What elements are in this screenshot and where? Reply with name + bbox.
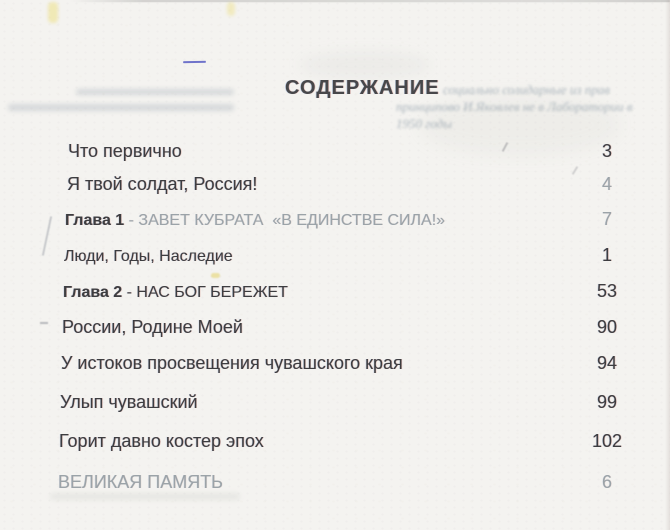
page-title: СОДЕРЖАНИЕ bbox=[285, 77, 440, 99]
toc-entry-label: Я твой солдат, Россия! bbox=[67, 174, 258, 194]
scan-smudge bbox=[50, 493, 240, 500]
toc-entry bbox=[68, 141, 630, 162]
stray-dash-mark bbox=[40, 322, 48, 324]
toc-entry bbox=[62, 317, 630, 338]
bleedthrough-text: принципово И.Яковлев не в Лаборатории в bbox=[396, 99, 633, 114]
toc-entry-page: 94 bbox=[596, 353, 618, 373]
toc-entry-label: ВЕЛИКАЯ ПАМЯТЬ bbox=[58, 472, 223, 492]
toc-chapter-title: ЗАВЕТ КУБРАТА «В ЕДИНСТВЕ СИЛА!» bbox=[138, 212, 446, 229]
toc-entry-page: 6 bbox=[601, 472, 612, 492]
toc-entry-label: Улып чувашский bbox=[60, 392, 198, 412]
yellow-fleck bbox=[227, 2, 235, 16]
toc-entry bbox=[60, 392, 630, 413]
toc-entry-page: 53 bbox=[596, 281, 618, 301]
yellow-fleck bbox=[48, 2, 58, 23]
toc-entry-label bbox=[65, 212, 584, 230]
toc-entry-page: 3 bbox=[601, 141, 612, 161]
toc-entry-label bbox=[63, 284, 584, 302]
toc-entry-page: 102 bbox=[591, 431, 623, 451]
bleedthrough-text: 1950 годы bbox=[396, 116, 453, 131]
toc-entry-label: Люди, Годы, Наследие bbox=[64, 248, 233, 265]
scan-crease-line bbox=[42, 216, 52, 256]
toc-entry bbox=[63, 281, 630, 302]
blue-pen-mark bbox=[183, 61, 206, 64]
bleedthrough-smudge bbox=[76, 89, 234, 95]
yellow-fleck bbox=[211, 273, 220, 278]
bleedthrough-text: социально солидарные из прав bbox=[443, 82, 610, 97]
toc-separator: - bbox=[122, 284, 137, 301]
toc-chapter-prefix: Глава 2 bbox=[63, 284, 123, 301]
toc-entry bbox=[64, 245, 630, 266]
toc-entry-page: 1 bbox=[601, 245, 612, 265]
scan-smudge bbox=[300, 52, 430, 78]
toc-entry bbox=[59, 431, 630, 452]
toc-entry-label: Горит давно костер эпох bbox=[59, 431, 264, 451]
toc-entry bbox=[67, 174, 630, 195]
toc-chapter-prefix: Глава 1 bbox=[65, 212, 125, 229]
toc-entry-label: У истоков просвещения чувашского края bbox=[61, 353, 403, 373]
toc-entry bbox=[65, 209, 630, 230]
toc-entry-page: 7 bbox=[601, 209, 612, 229]
scan-right-edge-shade bbox=[665, 0, 670, 530]
toc-entry-label: России, Родине Моей bbox=[62, 317, 243, 337]
bleedthrough-smudge bbox=[8, 104, 234, 111]
toc-chapter-title: НАС БОГ БЕРЕЖЕТ bbox=[136, 284, 288, 301]
toc-entry bbox=[58, 472, 630, 493]
toc-entry-label: Что первично bbox=[68, 141, 182, 161]
toc-entry bbox=[61, 353, 630, 374]
toc-entry-page: 4 bbox=[601, 174, 612, 194]
toc-separator: - bbox=[124, 212, 139, 229]
toc-entry-page: 99 bbox=[596, 392, 618, 412]
scan-top-edge-line bbox=[70, 0, 670, 2]
toc-entry-page: 90 bbox=[596, 317, 618, 337]
